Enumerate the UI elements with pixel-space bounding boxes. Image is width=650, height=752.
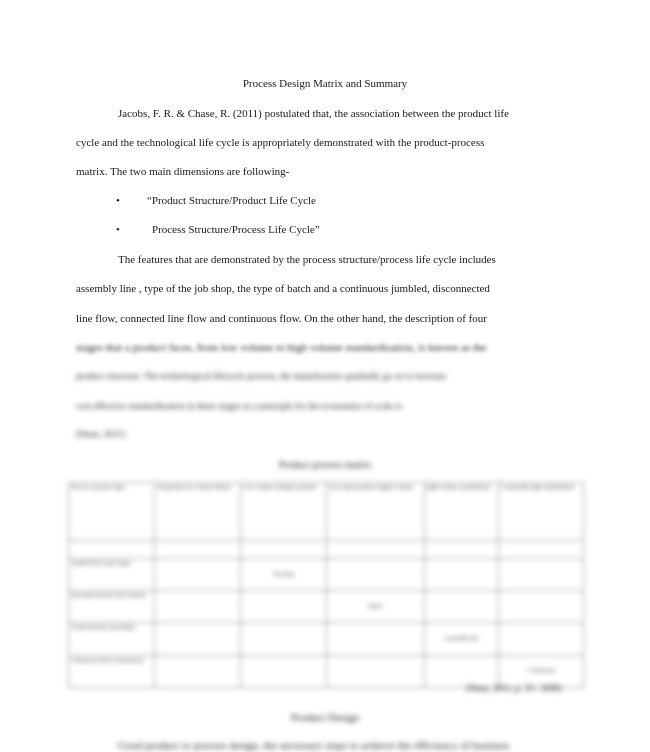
- table-row: [69, 559, 584, 591]
- table-cell: Few major products higher volume: [327, 483, 425, 541]
- table-cell: [499, 591, 584, 623]
- table-cell: [424, 559, 499, 591]
- paragraph-line: matrix. The two main dimensions are following-: [76, 166, 290, 178]
- table-cell: [69, 540, 155, 558]
- table-cell: [155, 540, 240, 558]
- table-row: [69, 591, 584, 623]
- table-cell: [155, 623, 240, 655]
- table-cell: Continuous flow (continuous): [69, 655, 155, 687]
- table-cell: [155, 591, 240, 623]
- table-cell: Process structure Type: [69, 483, 155, 541]
- table-cell: High volume standardized: [424, 483, 499, 541]
- table-cell: [499, 623, 584, 655]
- table-cell: [424, 591, 499, 623]
- section-heading: Product Design: [290, 712, 360, 724]
- table-cell: Job shop: [240, 559, 326, 591]
- table-row: [69, 623, 584, 655]
- table-cell: [327, 655, 425, 687]
- table-cell: [499, 540, 584, 558]
- table-cell: [240, 540, 326, 558]
- table-cell: [327, 540, 425, 558]
- table-cell: Connected line (assembly): [69, 623, 155, 655]
- table-cell: Commodity high standardized: [499, 483, 584, 541]
- table-cell: [499, 559, 584, 591]
- table-cell: [155, 559, 240, 591]
- paragraph-line: Jacobs, F. R. & Chase, R. (2011) postulated that, the association between the product life: [118, 108, 509, 120]
- paragraph-line: assembly line , type of the job shop, the type of batch and a continuous jumbled, disconnected: [76, 283, 490, 295]
- table-cell: Batch: [327, 591, 425, 623]
- table-cell: Jumbled flow (job shop): [69, 559, 155, 591]
- bullet-item: Process Structure/Process Life Cycle”: [152, 224, 320, 236]
- table-caption: Product process matrix: [278, 460, 372, 471]
- table-cell: [155, 655, 240, 687]
- table-cell: Assembly line: [424, 623, 499, 655]
- table-row: [69, 540, 584, 558]
- blurred-line: Good product or process design, the necessary steps to achieve the efficiency of business: [118, 740, 510, 752]
- table-cell: Low volume multiple products: [240, 483, 326, 541]
- blurred-line: product structure. The technological lifecycle process, the manufacturer gradually go on to increase: [76, 372, 447, 382]
- table-row: [69, 483, 584, 541]
- paragraph-line: stages that a product faces, from low volume to high volume standardization, is known as the: [76, 342, 487, 354]
- paragraph-line: line flow, connected line flow and continuous flow. On the other hand, the description of four: [76, 313, 487, 325]
- table-cell: [327, 623, 425, 655]
- bullet-marker: •: [116, 195, 120, 207]
- bullet-marker: •: [116, 224, 120, 236]
- blurred-line: cost effective standardization in these stages as a principle for the economies of scale to: [76, 402, 403, 412]
- table-cell: [240, 623, 326, 655]
- table-cell: [327, 559, 425, 591]
- blurred-line: (Nunz, 2011): [76, 430, 126, 440]
- table-cell: Frequently low volume Mixed: [155, 483, 240, 541]
- paragraph-line: cycle and the technological life cycle is appropriately demonstrated with the product-process: [76, 137, 485, 149]
- table-source: (Nunz, 2011, p. 19 - 2006): [466, 683, 562, 693]
- page-title: Process Design Matrix and Summary: [242, 78, 408, 90]
- table-cell: [424, 540, 499, 558]
- paragraph-line: The features that are demonstrated by the process structure/process life cycle includes: [118, 254, 496, 266]
- table-cell: Disconnected line flow (batch): [69, 591, 155, 623]
- table-cell: [240, 655, 326, 687]
- bullet-item: “Product Structure/Product Life Cycle: [147, 195, 316, 207]
- product-process-table: [68, 482, 584, 688]
- table-cell: [240, 591, 326, 623]
- table-cell: Continuous: [499, 655, 584, 687]
